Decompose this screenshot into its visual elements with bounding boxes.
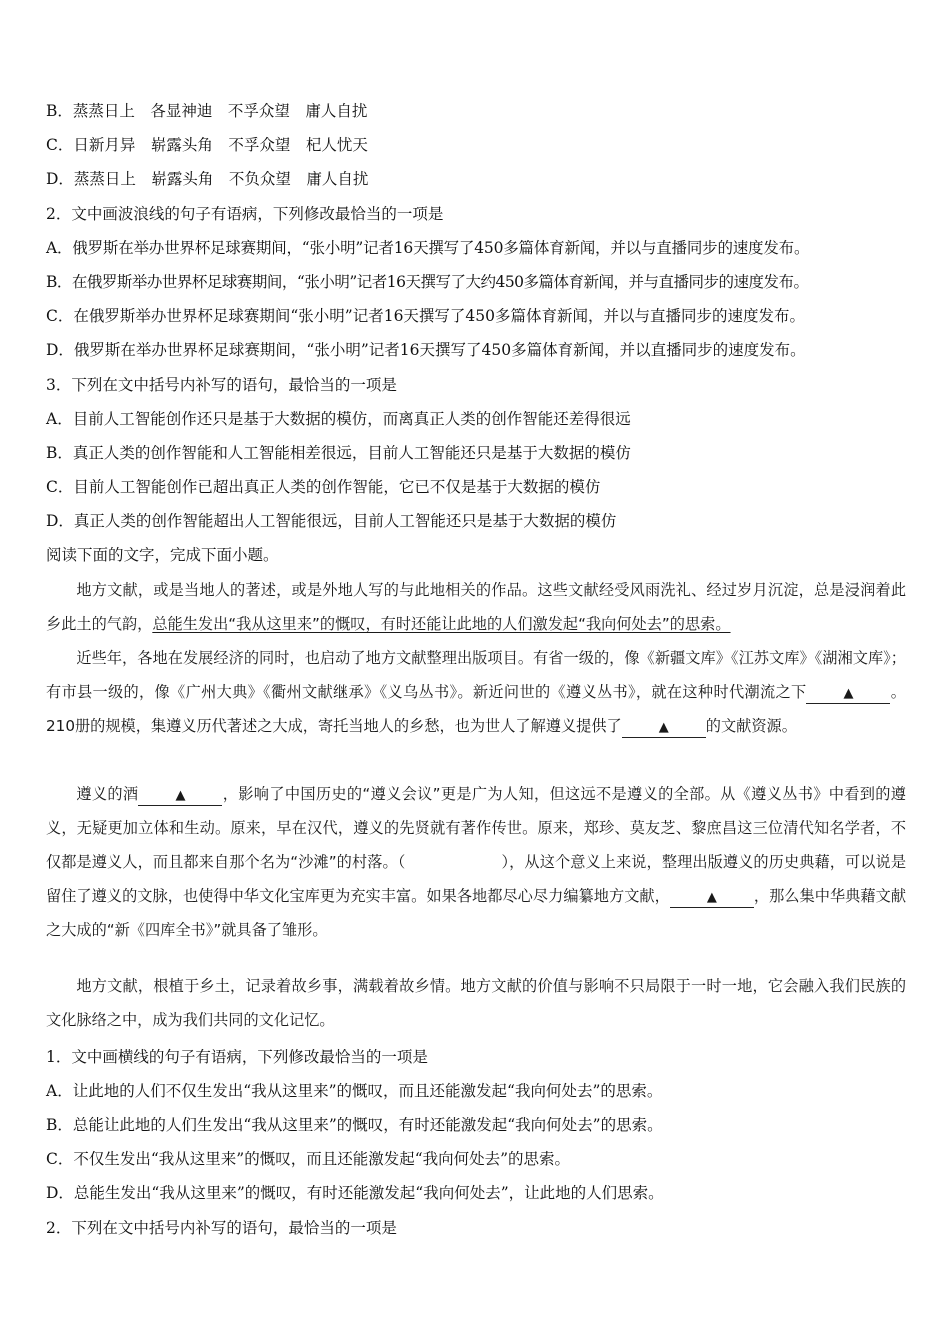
- q2-1-option-a: A．让此地的人们不仅生发出“我从这里来”的慨叹，而且还能激发起“我向何处去”的思索。: [46, 1082, 663, 1100]
- reading-intro: 阅读下面的文字，完成下面小题。: [46, 546, 279, 564]
- q2-1-stem: 1．文中画横线的句子有语病，下列修改最恰当的一项是: [46, 1048, 428, 1066]
- answer-blank: ▲: [670, 889, 754, 908]
- q2-1-option-d: D．总能生发出“我从这里来”的慨叹，有时还能激发起“我向何处去”，让此地的人们思索。: [46, 1184, 664, 1202]
- passage-paragraph-3: 遵义的酒 ▲ ，影响了中国历史的“遵义会议”更是广为人知，但这远不是遵义的全部。从《遵义丛书》中看到的遵义，无疑更加立体和生动。原来，早在汉代，遵义的先贤就有著作传世。原来，郑珍、莫友芝、黎庶昌这三位清代知名学者，不仅都是遵义人，而且都来自那个名为“沙滩”的村落。（ ），从这个意义上来说，整理出版遵义的历史典藉，可以说是留住了遵义的文脉，也使得中华文化宝库更为充实丰富。如果各地都尽心尽力编纂地方文献， ▲ ，那么集中华典藉文献之大成的“新《四库全书》”就具备了雏形。: [46, 785, 907, 939]
- q1-option-b: B．蒸蒸日上 各显神迪 不孚众望 庸人自扰: [46, 102, 368, 120]
- answer-blank: ▲: [622, 719, 706, 738]
- q2-option-d: D．俄罗斯在举办世界杯足球赛期间，“张小明”记者16天撰写了450多篇体育新闻，并以直播同步的速度发布。: [46, 341, 806, 359]
- q3-option-c: C．目前人工智能创作已超出真正人类的创作智能，它已不仅是基于大数据的模仿: [46, 478, 601, 496]
- underlined-sentence: 总能生发出“我从这里来”的慨叹，有时还能让此地的人们激发起“我向何处去”的思索。: [152, 615, 731, 633]
- passage-paragraph-1: 地方文献，或是当地人的著述，或是外地人写的与此地相关的作品。这些文献经受风雨洗礼、经过岁月沉淀，总是浸润着此乡此土的气韵，总能生发出“我从这里来”的慨叹，有时还能让此地的人们激发起“我向何处去”的思索。: [46, 581, 906, 633]
- q2-option-c: C．在俄罗斯举办世界杯足球赛期间“张小明”记者16天撰写了450多篇体育新闻，并以与直播同步的速度发布。: [46, 307, 806, 325]
- q2-1-option-b: B．总能让此地的人们生发出“我从这里来”的慨叹，有时还能激发起“我向何处去”的思索。: [46, 1116, 663, 1134]
- q1-option-c: C．日新月异 崭露头角 不孚众望 杞人忧天: [46, 136, 368, 154]
- passage-paragraph-4: 地方文献，根植于乡土，记录着故乡事，满载着故乡情。地方文献的价值与影响不只局限于一时一地，它会融入我们民族的文化脉络之中，成为我们共同的文化记忆。: [46, 977, 906, 1029]
- q2-option-a: A．俄罗斯在举办世界杯足球赛期间，“张小明”记者16天撰写了450多篇体育新闻，并以与直播同步的速度发布。: [46, 239, 810, 257]
- q2-option-b: B．在俄罗斯举办世界杯足球赛期间，“张小明”记者16天撰写了大约450多篇体育新闻，并与直播同步的速度发布。: [46, 273, 809, 291]
- q1-option-d: D．蒸蒸日上 崭露头角 不负众望 庸人自扰: [46, 170, 369, 188]
- q2-1-option-c: C．不仅生发出“我从这里来”的慨叹，而且还能激发起“我向何处去”的思索。: [46, 1150, 571, 1168]
- q2-stem: 2．文中画波浪线的句子有语病，下列修改最恰当的一项是: [46, 205, 444, 223]
- q3-stem: 3．下列在文中括号内补写的语句，最恰当的一项是: [46, 376, 397, 394]
- q3-option-a: A．目前人工智能创作还只是基于大数据的模仿，而离真正人类的创作智能还差得很远: [46, 410, 631, 428]
- answer-blank: ▲: [806, 685, 890, 704]
- q3-option-b: B．真正人类的创作智能和人工智能相差很远，目前人工智能还只是基于大数据的模仿: [46, 444, 631, 462]
- passage-paragraph-2: 近些年，各地在发展经济的同时，也启动了地方文献整理出版项目。有省一级的，像《新疆文库》《江苏文库》《湖湘文库》；有市县一级的，像《广州大典》《衢州文献继承》《义乌丛书》。新近问世的《遵义丛书》，就在这种时代潮流之下 ▲ 。210册的规模，集遵义历代著述之大成，寄托当地人的乡愁，也为世人了解遵义提供了 ▲ 的文献资源。: [46, 641, 906, 743]
- q3-option-d: D．真正人类的创作智能超出人工智能很远，目前人工智能还只是基于大数据的模仿: [46, 512, 617, 530]
- answer-blank: ▲: [138, 787, 222, 806]
- q2-2-stem: 2．下列在文中括号内补写的语句，最恰当的一项是: [46, 1219, 397, 1237]
